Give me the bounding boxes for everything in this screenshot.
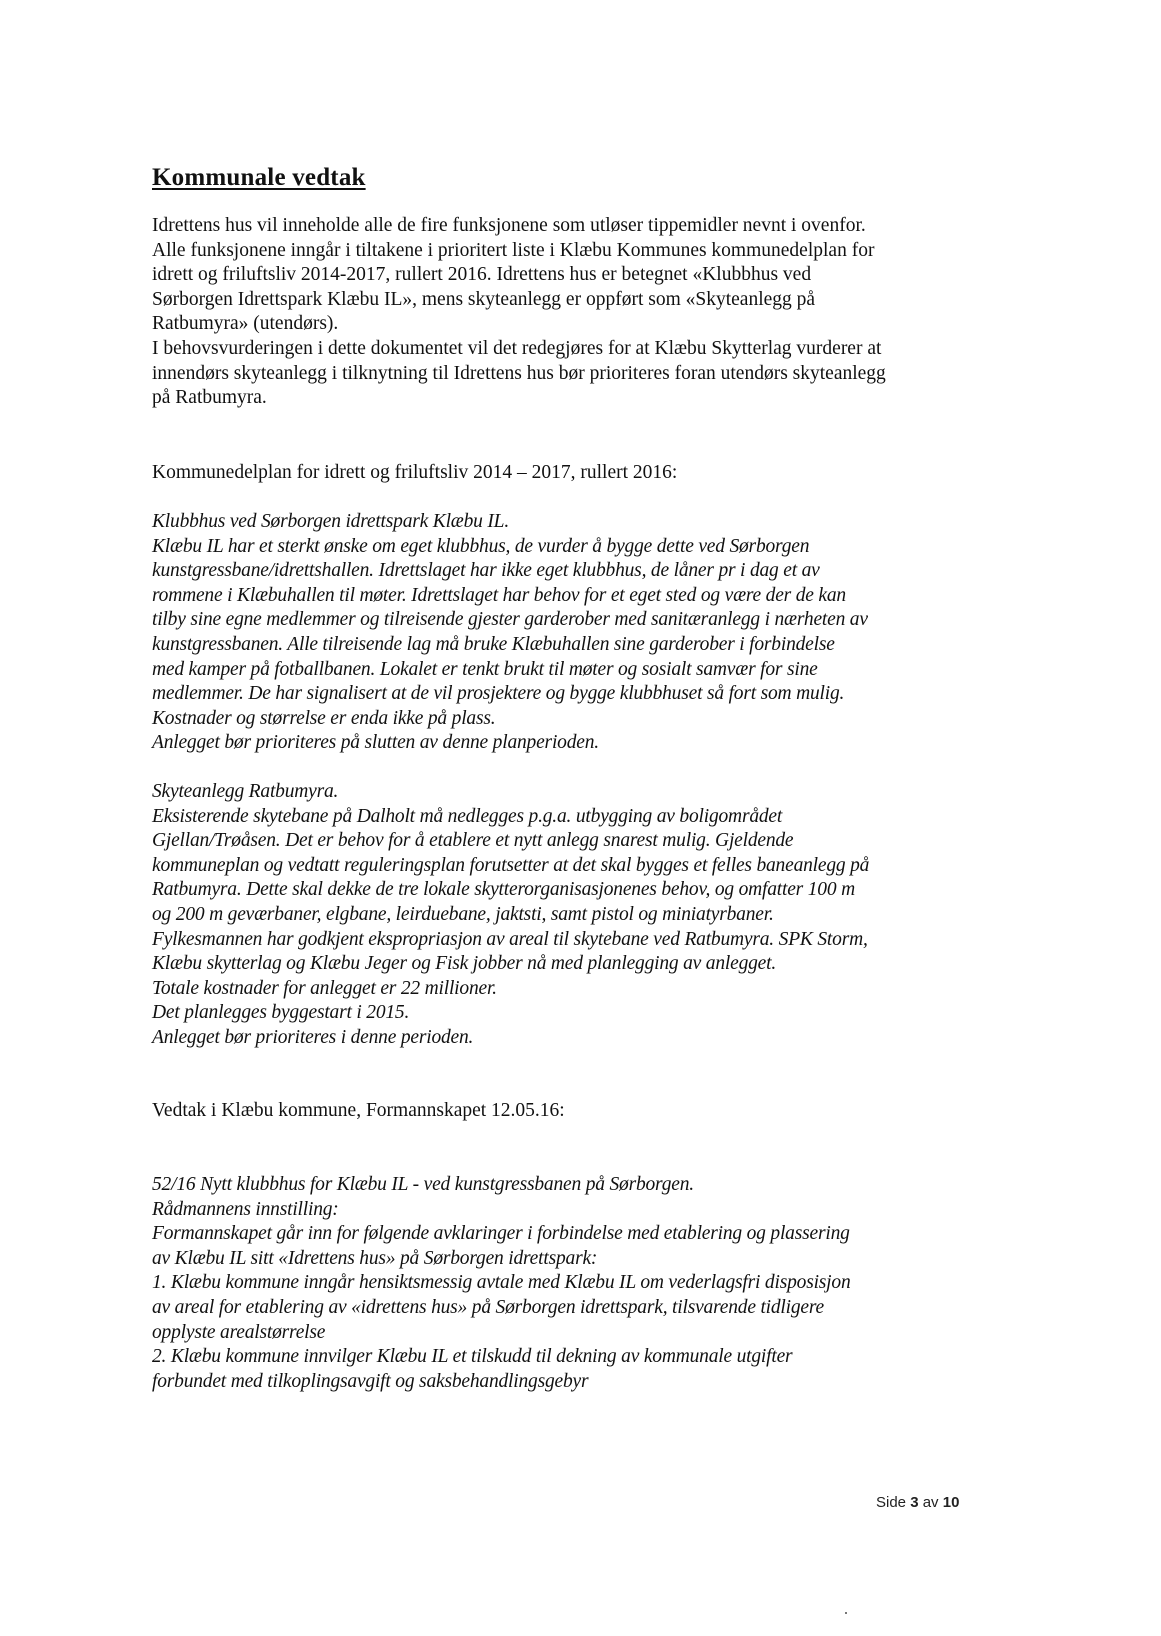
text-line: med kamper på fotballbanen. Lokalet er tenkt brukt til møter og sosialt samvær for sine [152,658,818,680]
current-page: 3 [910,1494,919,1511]
text-line: Klubbhus ved Sørborgen idrettspark Klæbu IL. [152,511,510,532]
page-separator: av [922,1494,939,1511]
text-line: Kostnader og størrelse er enda ikke på plass. [152,707,496,729]
text-line: I behovsvurderingen i dette dokumentet vil det redegjøres for at Klæbu Skytterlag vurderer at [152,337,882,359]
text-line: Sørborgen Idrettspark Klæbu IL», mens skyteanlegg er oppført som «Skyteanlegg på [152,288,816,310]
text-line: Kommunedelplan for idrett og friluftsliv 2014 – 2017, rullert 2016: [152,462,678,483]
text-line: kunstgressbane/idrettshallen. Idrettslaget har ikke eget klubbhus, de låner pr i dag et av [152,560,820,582]
page-prefix: Side [876,1494,907,1511]
text-line: Formannskapet går inn for følgende avklaringer i forbindelse med etablering og plassering [152,1223,850,1245]
text-line: kommuneplan og vedtatt reguleringsplan forutsetter at det skal bygges et felles baneanlegg på [152,854,870,876]
text-line: Anlegget bør prioriteres på slutten av denne planperioden. [152,732,599,754]
text-line: Anlegget bør prioriteres i denne perioden. [152,1026,474,1048]
text-line: av areal for etablering av «idrettens hus» på Sørborgen idrettspark, tilsvarende tidligere [152,1296,824,1318]
text-line: forbundet med tilkoplingsavgift og saksbehandlingsgebyr [152,1370,589,1392]
klubbhus-quote [152,510,992,756]
text-line: og 200 m geværbaner, elgbane, leirduebane, jaktsti, samt pistol og miniatyrbaner. [152,903,774,925]
text-line: kunstgressbanen. Alle tilreisende lag må bruke Klæbuhallen sine garderober i forbindelse [152,633,835,655]
text-line: Rådmannens innstilling: [152,1198,339,1220]
section-heading: Kommunale vedtak [152,164,366,191]
text-line: Ratbumyra» (utendørs). [152,313,339,335]
page-number [876,1494,959,1511]
scan-speck [845,1612,847,1614]
text-line: Det planlegges byggestart i 2015. [152,1002,410,1024]
text-line: opplyste arealstørrelse [152,1321,326,1343]
vedtak-label [152,1099,992,1124]
text-line: på Ratbumyra. [152,387,267,409]
text-line: 52/16 Nytt klubbhus for Klæbu IL - ved kunstgressbanen på Sørborgen. [152,1174,694,1195]
text-line: Skyteanlegg Ratbumyra. [152,781,339,802]
text-line: av Klæbu IL sitt «Idrettens hus» på Sørborgen idrettspark: [152,1247,598,1269]
text-line: Fylkesmannen har godkjent ekspropriasjon av areal til skytebane ved Ratbumyra. SPK Storm, [152,928,868,950]
text-line: 2. Klæbu kommune innvilger Klæbu IL et tilskudd til dekning av kommunale utgifter [152,1346,793,1368]
text-line: Totale kostnader for anlegget er 22 millioner. [152,977,497,999]
text-line: Idrettens hus vil inneholde alle de fire funksjonene som utløser tippemidler nevnt i ovenfor. [152,215,866,236]
skyteanlegg-quote [152,780,992,1051]
text-line: Klæbu IL har et sterkt ønske om eget klubbhus, de vurder å bygge dette ved Sørborgen [152,535,810,557]
text-line: idrett og friluftsliv 2014-2017, rullert 2016. Idrettens hus er betegnet «Klubbhus ved [152,264,812,286]
text-line: Alle funksjonene inngår i tiltakene i prioritert liste i Klæbu Kommunes kommunedelplan for [152,239,875,261]
text-line: innendørs skyteanlegg i tilknytning til Idrettens hus bør prioriteres foran utendørs skyteanlegg [152,362,886,384]
text-line: Eksisterende skytebane på Dalholt må nedlegges p.g.a. utbygging av boligområdet [152,805,783,827]
text-line: Gjellan/Trøåsen. Det er behov for å etablere et nytt anlegg snarest mulig. Gjeldende [152,830,794,852]
text-line: Ratbumyra. Dette skal dekke de tre lokale skytterorganisasjonenes behov, og omfatter 100 m [152,879,855,901]
text-line: rommene i Klæbuhallen til møter. Idrettslaget har behov for et eget sted og være der de kan [152,584,846,606]
text-line: 1. Klæbu kommune inngår hensiktsmessig avtale med Klæbu IL om vederlagsfri disposisjon [152,1272,851,1294]
vedtak-quote [152,1173,992,1394]
intro-paragraph [152,214,992,411]
plan-label [152,461,992,486]
text-line: Vedtak i Klæbu kommune, Formannskapet 12.05.16: [152,1100,565,1121]
text-line: Klæbu skytterlag og Klæbu Jeger og Fisk jobber nå med planlegging av anlegget. [152,953,777,975]
text-line: medlemmer. De har signalisert at de vil prosjektere og bygge klubbhuset så fort som mulig. [152,683,845,705]
text-line: tilby sine egne medlemmer og tilreisende gjester garderober med sanitæranlegg i nærheten av [152,609,868,631]
total-pages: 10 [942,1494,960,1511]
